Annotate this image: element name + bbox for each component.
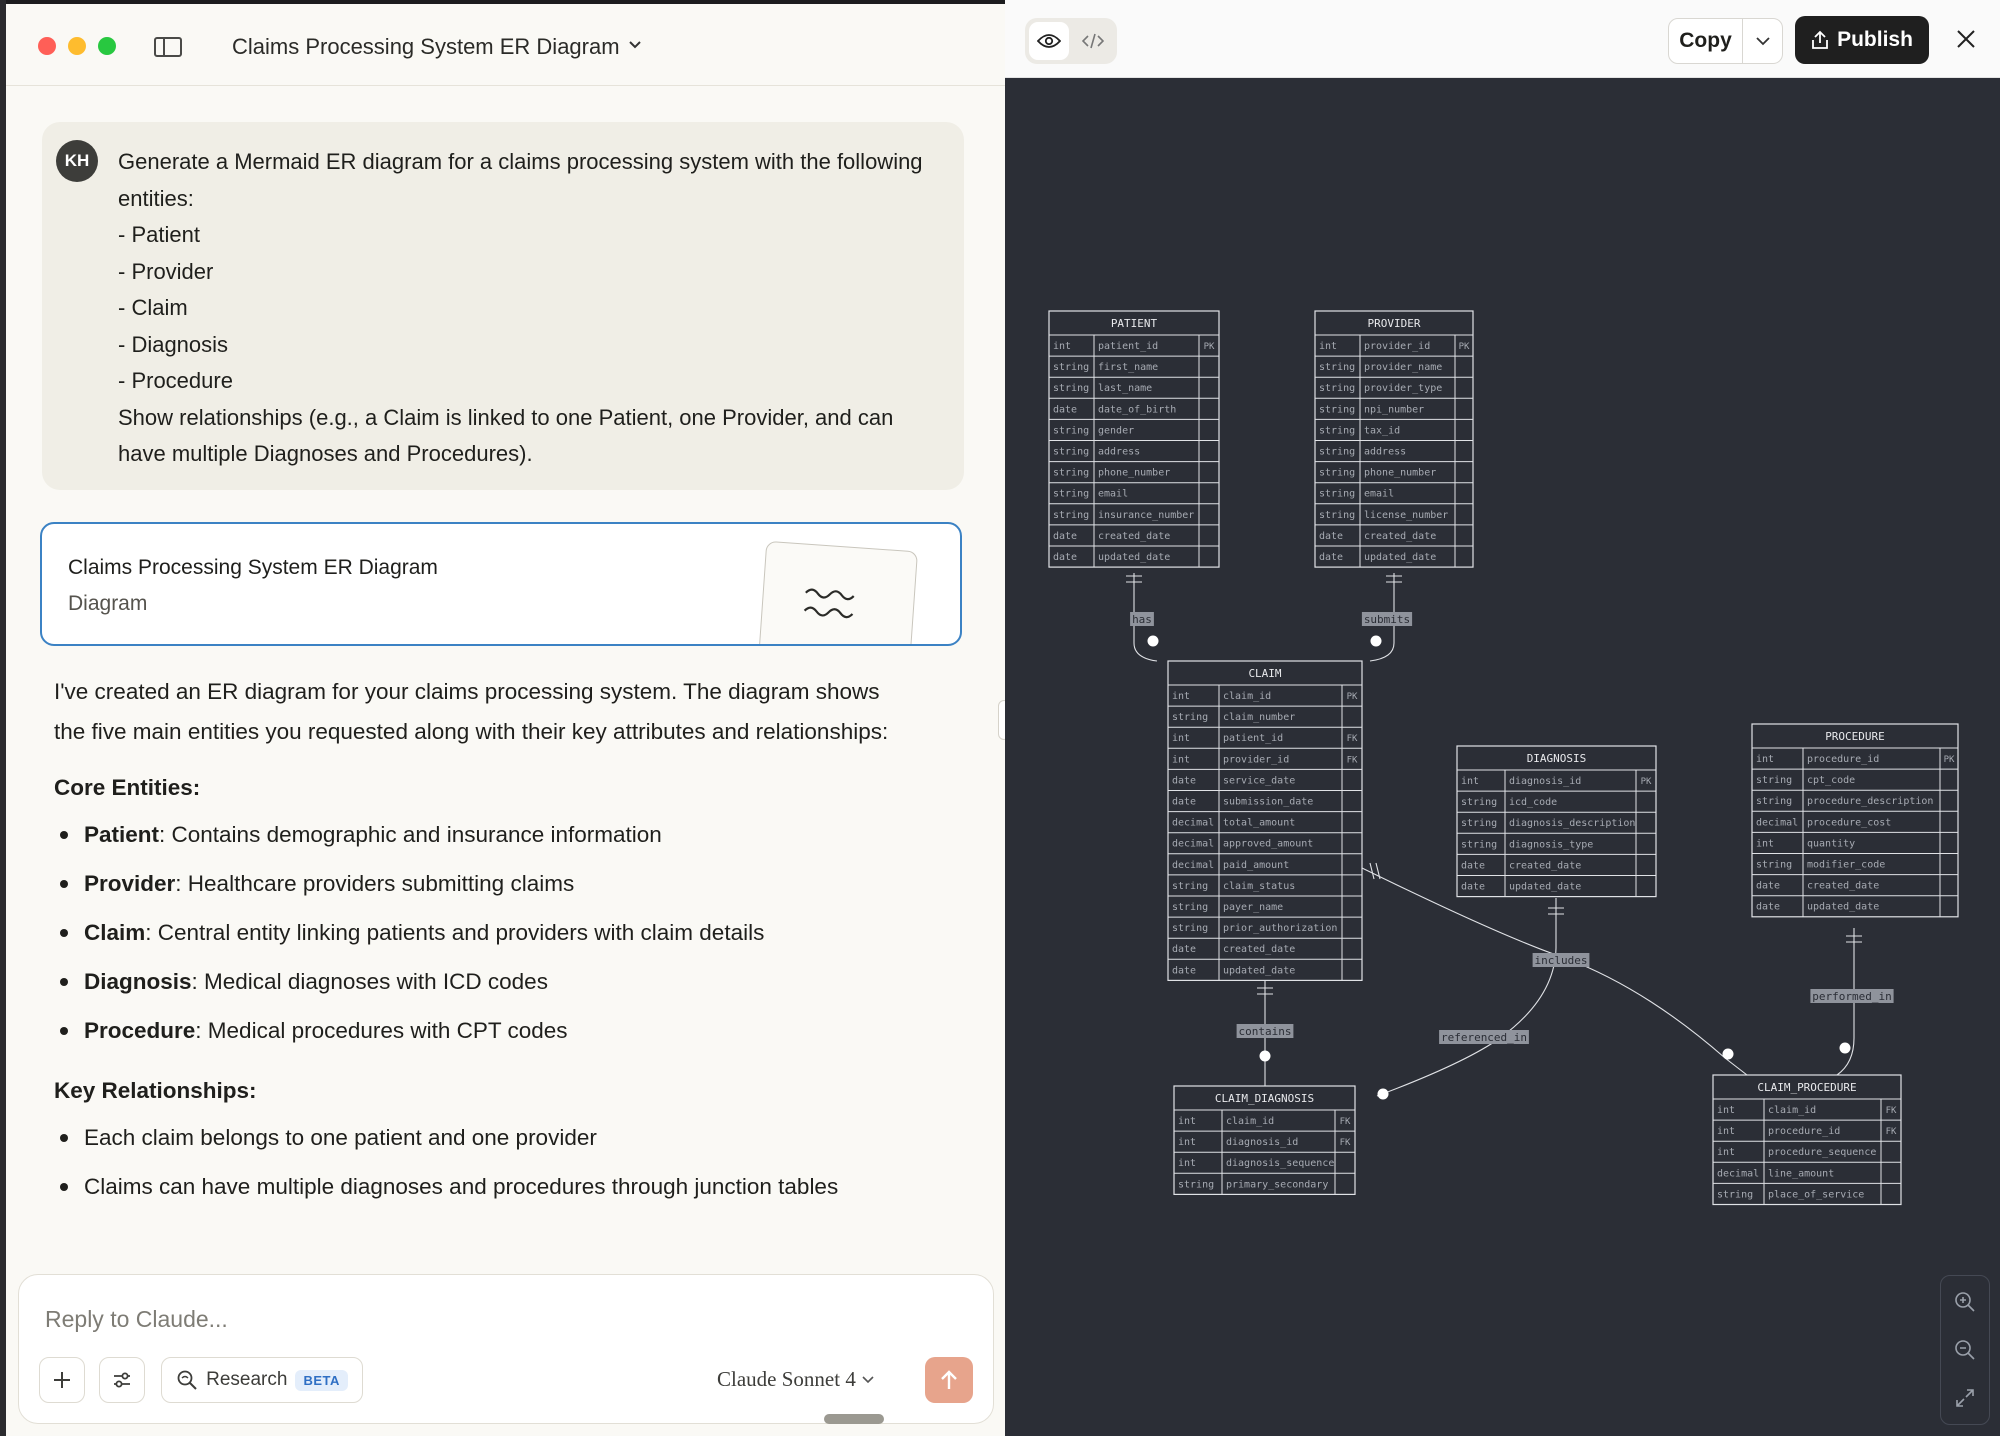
attribute-type: string	[1319, 467, 1356, 479]
user-message-text	[118, 144, 948, 473]
attribute-name: npi_number	[1364, 404, 1425, 416]
chat-title: Claims Processing System ER Diagram	[232, 34, 620, 59]
attribute-type: string	[1319, 446, 1356, 458]
response-intro: I've created an ER diagram for your claims processing system. The diagram shows the five main entities you requested along with their key attributes and relationships:	[54, 679, 889, 744]
attribute-type: string	[1053, 509, 1090, 521]
relationship-label: contains	[1238, 1025, 1292, 1038]
attribute-name: created_date	[1807, 880, 1880, 892]
attribute-name: cpt_code	[1807, 775, 1856, 787]
core-entity-term: Patient	[84, 822, 160, 847]
attribute-name: icd_code	[1509, 797, 1558, 809]
attribute-name: diagnosis_id	[1509, 776, 1582, 787]
core-entity-item	[54, 957, 954, 1006]
window-maximize-dot[interactable]	[98, 37, 116, 55]
core-entity-desc: : Healthcare providers submitting claims	[175, 871, 575, 896]
attribute-name: service_date	[1223, 775, 1296, 787]
reply-input[interactable]	[45, 1299, 945, 1339]
relationship-line	[1377, 898, 1556, 1096]
attribute-type: string	[1717, 1189, 1754, 1201]
close-artifact-button[interactable]	[1951, 24, 1981, 54]
attribute-name: updated_date	[1098, 552, 1171, 563]
publish-button[interactable]	[1795, 16, 1929, 64]
entity-name: CLAIM_DIAGNOSIS	[1214, 1092, 1315, 1105]
attribute-name: diagnosis_id	[1226, 1137, 1299, 1149]
relationship-line	[1362, 868, 1747, 1075]
chevron-down-icon	[628, 40, 642, 50]
attribute-name: procedure_id	[1768, 1126, 1841, 1138]
attribute-name: claim_number	[1223, 712, 1296, 724]
user-message-line: - Patient	[118, 222, 200, 247]
attribute-name: tax_id	[1364, 425, 1401, 437]
plus-icon	[52, 1370, 72, 1390]
attribute-type: string	[1053, 488, 1090, 500]
preview-toggle-button[interactable]	[1029, 22, 1069, 60]
attribute-name: procedure_sequence	[1768, 1147, 1877, 1159]
attribute-type: date	[1461, 860, 1486, 872]
entity-procedure[interactable]	[1752, 724, 1958, 917]
attribute-name: procedure_description	[1807, 796, 1934, 808]
attribute-name: quantity	[1807, 838, 1856, 850]
artifact-panel	[1005, 0, 2000, 1436]
attribute-key: FK	[1339, 1138, 1351, 1149]
entity-claim-procedure[interactable]	[1713, 1075, 1901, 1205]
zoom-controls	[1940, 1275, 1990, 1425]
diagram-waves-icon	[802, 583, 857, 627]
attribute-type: string	[1053, 383, 1090, 395]
attribute-type: string	[1319, 509, 1356, 521]
cardinality-zero-marker	[1260, 1051, 1271, 1062]
key-relationships-list	[54, 1113, 954, 1211]
attribute-type: string	[1756, 796, 1793, 808]
core-entity-item	[54, 810, 954, 859]
attribute-type: date	[1053, 552, 1078, 563]
user-message-line: - Provider	[118, 258, 214, 284]
chat-header	[6, 4, 1005, 86]
model-selector[interactable]	[717, 1367, 874, 1392]
attribute-name: patient_id	[1223, 733, 1284, 745]
attribute-name: updated_date	[1364, 552, 1437, 563]
eye-icon	[1037, 33, 1061, 49]
attribute-type: string	[1172, 712, 1209, 724]
attribute-name: license_number	[1364, 509, 1449, 521]
attribute-type: string	[1172, 923, 1209, 935]
attribute-type: int	[1717, 1105, 1736, 1116]
attribute-name: phone_number	[1098, 467, 1171, 479]
close-icon	[1956, 29, 1976, 49]
attribute-name: date_of_birth	[1098, 404, 1177, 416]
research-button[interactable]	[161, 1357, 363, 1403]
code-icon	[1082, 33, 1104, 49]
copy-button[interactable]: Copy	[1669, 19, 1743, 63]
attribute-name: provider_name	[1364, 362, 1443, 374]
attribute-type: string	[1461, 818, 1498, 830]
attribute-name: claim_id	[1226, 1116, 1275, 1127]
attribute-type: date	[1756, 880, 1781, 892]
entity-claim-diagnosis[interactable]	[1174, 1086, 1355, 1194]
attribute-type: string	[1053, 467, 1090, 479]
attribute-type: string	[1319, 383, 1356, 395]
attribute-name: updated_date	[1807, 901, 1880, 913]
attribute-name: provider_type	[1364, 383, 1443, 395]
attribute-name: claim_id	[1768, 1105, 1817, 1116]
user-message-line: Generate a Mermaid ER diagram for a claims processing system with the following	[118, 149, 923, 174]
artifact-toolbar	[1005, 0, 2000, 78]
user-message	[42, 122, 964, 490]
sidebar-toggle-icon[interactable]	[154, 37, 182, 57]
entity-patient[interactable]	[1049, 311, 1219, 567]
scroll-grip[interactable]	[824, 1414, 884, 1424]
relationship-referenced-in	[1377, 898, 1564, 1100]
attribute-type: string	[1053, 446, 1090, 458]
artifact-card[interactable]	[40, 522, 962, 646]
user-message-line: - Claim	[118, 295, 188, 320]
zoom-out-button[interactable]	[1941, 1326, 1989, 1374]
attribute-name: primary_secondary	[1226, 1179, 1329, 1191]
attribute-name: created_date	[1364, 530, 1437, 542]
user-message-line: entities:	[118, 185, 194, 211]
attribute-type: date	[1172, 796, 1197, 808]
core-entity-desc: : Medical diagnoses with ICD codes	[191, 969, 548, 994]
code-toggle-button[interactable]	[1073, 22, 1113, 60]
model-name: Claude Sonnet 4	[717, 1367, 856, 1391]
attribute-name: address	[1098, 446, 1141, 458]
attribute-name: created_date	[1098, 530, 1171, 542]
attribute-name: email	[1364, 488, 1395, 500]
attribute-key: PK	[1346, 692, 1358, 702]
attribute-name: last_name	[1098, 383, 1153, 395]
core-entity-term: Diagnosis	[84, 969, 192, 994]
attribute-type: decimal	[1172, 817, 1215, 829]
attribute-type: string	[1319, 404, 1356, 416]
attribute-type: decimal	[1172, 838, 1215, 850]
core-entity-term: Claim	[84, 920, 146, 945]
attribute-key: PK	[1203, 342, 1215, 352]
attribute-type: string	[1319, 425, 1356, 437]
fit-view-button[interactable]	[1941, 1374, 1989, 1422]
window-close-dot[interactable]	[38, 37, 56, 55]
attribute-name: provider_id	[1223, 754, 1290, 766]
attribute-type: date	[1053, 404, 1078, 416]
core-entity-item	[54, 859, 954, 908]
attribute-type: int	[1319, 341, 1338, 352]
attribute-type: string	[1461, 797, 1498, 809]
attribute-name: claim_status	[1223, 880, 1296, 892]
attribute-type: int	[1717, 1126, 1736, 1138]
relationship-item: Each claim belongs to one patient and one provider	[54, 1113, 954, 1162]
entity-provider[interactable]	[1315, 311, 1473, 567]
attribute-name: created_date	[1223, 944, 1296, 956]
artifact-card-type: Diagram	[68, 592, 148, 615]
core-entity-desc: : Central entity linking patients and providers with claim details	[145, 920, 765, 945]
attribute-type: date	[1756, 901, 1781, 913]
relationship-label: includes	[1534, 954, 1588, 967]
attribute-key: FK	[1346, 755, 1358, 766]
attribute-type: date	[1172, 775, 1197, 787]
zoom-in-button[interactable]	[1941, 1278, 1989, 1326]
chevron-down-icon	[862, 1376, 874, 1384]
attribute-name: insurance_number	[1098, 509, 1195, 521]
user-avatar: KH	[56, 140, 98, 182]
attribute-name: paid_amount	[1223, 859, 1290, 871]
user-message-line: have multiple Diagnoses and Procedures).	[118, 441, 533, 466]
attribute-key: FK	[1339, 1117, 1351, 1127]
relationship-label: referenced_in	[1440, 1031, 1528, 1044]
beta-badge: BETA	[295, 1370, 347, 1391]
attribute-type: date	[1053, 530, 1078, 542]
attribute-type: date	[1319, 530, 1344, 542]
chevron-down-icon	[1755, 36, 1771, 46]
entity-claim[interactable]	[1168, 661, 1362, 980]
attribute-type: int	[1172, 733, 1191, 745]
chat-panel	[6, 4, 1005, 1436]
attribute-name: gender	[1098, 425, 1135, 437]
add-attachment-button[interactable]	[39, 1357, 85, 1403]
entity-name: PROCEDURE	[1825, 730, 1885, 743]
key-relationships-heading: Key Relationships:	[54, 1078, 257, 1103]
attribute-name: line_amount	[1768, 1168, 1835, 1180]
entity-tables	[1049, 311, 1958, 1205]
cardinality-zero-marker	[1840, 1043, 1851, 1054]
attribute-name: claim_id	[1223, 691, 1272, 702]
expand-icon	[1955, 1388, 1975, 1408]
view-toggle	[1025, 18, 1117, 64]
attribute-type: int	[1178, 1116, 1197, 1127]
core-entity-term: Procedure	[84, 1018, 196, 1043]
send-button[interactable]	[925, 1357, 973, 1403]
user-message-line: - Procedure	[118, 368, 233, 393]
attribute-type: string	[1178, 1179, 1215, 1191]
attribute-type: date	[1172, 944, 1197, 956]
research-search-icon	[176, 1369, 198, 1391]
attribute-type: string	[1756, 859, 1793, 871]
assistant-response	[54, 672, 954, 1211]
cardinality-zero-marker	[1378, 1089, 1389, 1100]
attribute-type: string	[1756, 775, 1793, 787]
attribute-name: payer_name	[1223, 902, 1284, 913]
attribute-type: string	[1053, 425, 1090, 437]
artifact-thumbnail	[758, 541, 918, 646]
attribute-key: PK	[1640, 777, 1652, 787]
copy-options-button[interactable]	[1743, 19, 1783, 63]
entity-name: PROVIDER	[1367, 317, 1421, 330]
research-label: Research	[206, 1369, 288, 1390]
artifact-card-title: Claims Processing System ER Diagram	[68, 556, 438, 579]
chat-title-dropdown[interactable]	[232, 34, 642, 60]
entity-name: DIAGNOSIS	[1526, 752, 1587, 765]
attribute-name: updated_date	[1223, 965, 1296, 977]
entity-name: CLAIM	[1248, 667, 1282, 680]
user-message-line: Show relationships (e.g., a Claim is linked to one Patient, one Provider, and can	[118, 404, 894, 430]
attribute-type: decimal	[1172, 859, 1215, 871]
attribute-key: PK	[1943, 755, 1955, 765]
attribute-type: date	[1319, 552, 1344, 563]
attribute-type: string	[1319, 362, 1356, 374]
attribute-type: decimal	[1756, 817, 1799, 829]
sliders-icon	[112, 1371, 132, 1389]
attribute-name: procedure_id	[1807, 754, 1880, 765]
entity-border	[1713, 1075, 1901, 1205]
zoom-out-icon	[1954, 1339, 1976, 1361]
zoom-in-icon	[1954, 1291, 1976, 1313]
core-entity-desc: : Medical procedures with CPT codes	[195, 1018, 568, 1043]
attribute-type: string	[1461, 839, 1498, 851]
attribute-type: date	[1172, 965, 1197, 977]
attribute-name: created_date	[1509, 860, 1582, 872]
attribute-name: diagnosis_sequence	[1226, 1158, 1335, 1170]
entity-diagnosis[interactable]	[1457, 746, 1656, 897]
core-entities-list	[54, 810, 954, 1055]
attribute-name: approved_amount	[1223, 838, 1314, 850]
attribute-name: prior_authorization	[1223, 923, 1338, 935]
attribute-name: patient_id	[1098, 341, 1159, 352]
attribute-key: FK	[1885, 1127, 1897, 1138]
arrow-up-icon	[939, 1369, 959, 1391]
attribute-key: FK	[1885, 1106, 1897, 1116]
core-entity-item	[54, 908, 954, 957]
core-entity-item	[54, 1006, 954, 1055]
er-diagram-canvas[interactable]	[1005, 78, 2000, 1436]
core-entities-heading: Core Entities:	[54, 775, 201, 800]
attribute-type: int	[1178, 1137, 1197, 1149]
publish-label: Publish	[1837, 28, 1913, 51]
attribute-type: int	[1178, 1158, 1197, 1170]
attribute-type: string	[1172, 902, 1209, 913]
attribute-type: decimal	[1717, 1168, 1760, 1180]
window-minimize-dot[interactable]	[68, 37, 86, 55]
relationship-item: Claims can have multiple diagnoses and procedures through junction tables	[54, 1162, 954, 1211]
core-entity-term: Provider	[84, 871, 176, 896]
attribute-type: int	[1172, 691, 1191, 702]
attribute-type: string	[1319, 488, 1356, 500]
attribute-type: date	[1461, 881, 1486, 893]
attribute-name: first_name	[1098, 362, 1159, 374]
attribute-type: string	[1053, 362, 1090, 374]
user-message-line: - Diagnosis	[118, 331, 229, 357]
core-entity-desc: : Contains demographic and insurance information	[159, 822, 662, 847]
attribute-type: int	[1756, 754, 1775, 765]
entity-name: CLAIM_PROCEDURE	[1757, 1081, 1857, 1094]
attribute-name: diagnosis_type	[1509, 839, 1594, 851]
attribute-name: total_amount	[1223, 817, 1296, 829]
tools-button[interactable]	[99, 1357, 145, 1403]
relationship-label: submits	[1363, 613, 1411, 626]
cardinality-zero-marker	[1723, 1049, 1734, 1060]
attribute-name: place_of_service	[1768, 1189, 1865, 1201]
share-upload-icon	[1811, 30, 1829, 50]
attribute-name: procedure_cost	[1807, 817, 1892, 829]
relationship-label: has	[1132, 613, 1152, 626]
cardinality-zero-marker	[1148, 636, 1159, 647]
attribute-type: int	[1717, 1147, 1736, 1159]
attribute-name: submission_date	[1223, 796, 1314, 808]
attribute-type: int	[1172, 754, 1191, 766]
relationship-label: performed_in	[1812, 990, 1892, 1003]
attribute-name: modifier_code	[1807, 859, 1886, 871]
attribute-type: string	[1172, 880, 1209, 892]
attribute-type: int	[1756, 838, 1775, 850]
cardinality-zero-marker	[1371, 636, 1382, 647]
attribute-key: FK	[1346, 734, 1358, 745]
attribute-name: updated_date	[1509, 881, 1582, 893]
attribute-name: email	[1098, 488, 1129, 500]
attribute-name: diagnosis_description	[1509, 818, 1636, 830]
attribute-type: int	[1461, 776, 1480, 787]
attribute-name: phone_number	[1364, 467, 1437, 479]
attribute-name: provider_id	[1364, 341, 1431, 352]
entity-name: PATIENT	[1110, 317, 1158, 330]
attribute-type: int	[1053, 341, 1072, 352]
attribute-key: PK	[1458, 342, 1470, 352]
attribute-name: address	[1364, 446, 1407, 458]
copy-button-group	[1668, 18, 1783, 64]
reply-composer	[18, 1274, 994, 1424]
